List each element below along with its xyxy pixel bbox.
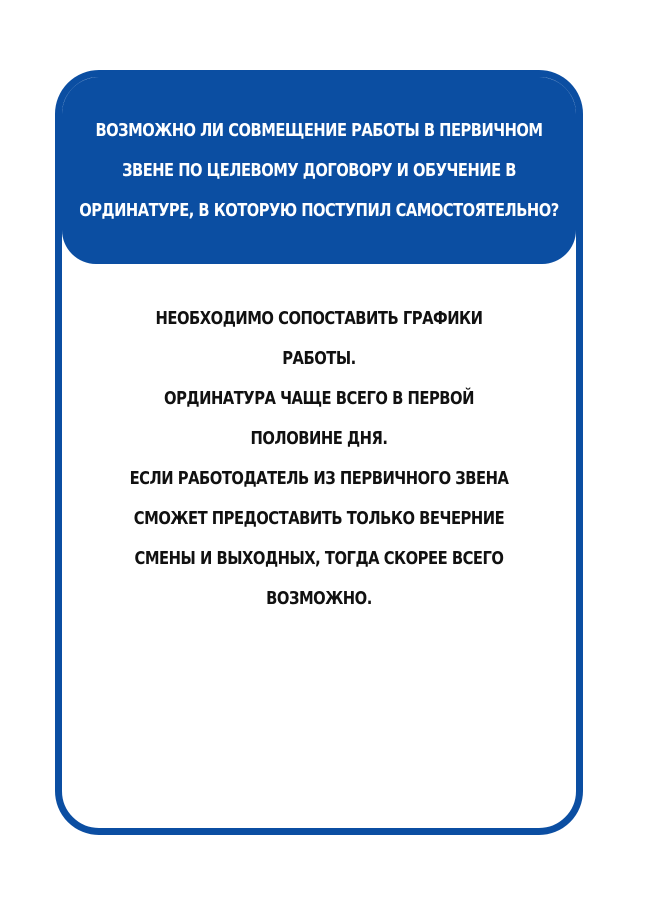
answer-text (89, 299, 548, 619)
answer-line: СМОЖЕТ ПРЕДОСТАВИТЬ ТОЛЬКО ВЕЧЕРНИЕ (133, 508, 505, 529)
question-text: ВОЗМОЖНО ЛИ СОВМЕЩЕНИЕ РАБОТЫ В ПЕРВИЧНОМ ЗВЕНЕ ПО ЦЕЛЕВОМУ ДОГОВОРУ И ОБУЧЕНИЕ В ОРДИНАТУРЕ, В КОТОРУЮ ПОСТУПИЛ САМОСТОЯТЕЛЬНО? (79, 120, 559, 221)
answer-line: НЕОБХОДИМО СОПОСТАВИТЬ ГРАФИКИ (155, 308, 483, 329)
answer-line: РАБОТЫ. (282, 348, 356, 369)
answer-line: ЕСЛИ РАБОТОДАТЕЛЬ ИЗ ПЕРВИЧНОГО ЗВЕНА (129, 468, 509, 489)
answer-line: ОРДИНАТУРА ЧАЩЕ ВСЕГО В ПЕРВОЙ (164, 388, 474, 409)
faq-card (55, 70, 583, 835)
answer-line: ПОЛОВИНЕ ДНЯ. (250, 428, 388, 449)
answer-line: ВОЗМОЖНО. (266, 588, 372, 609)
question-banner (62, 77, 576, 264)
answer-section (62, 299, 576, 619)
answer-line: СМЕНЫ И ВЫХОДНЫХ, ТОГДА СКОРЕЕ ВСЕГО (134, 548, 504, 569)
